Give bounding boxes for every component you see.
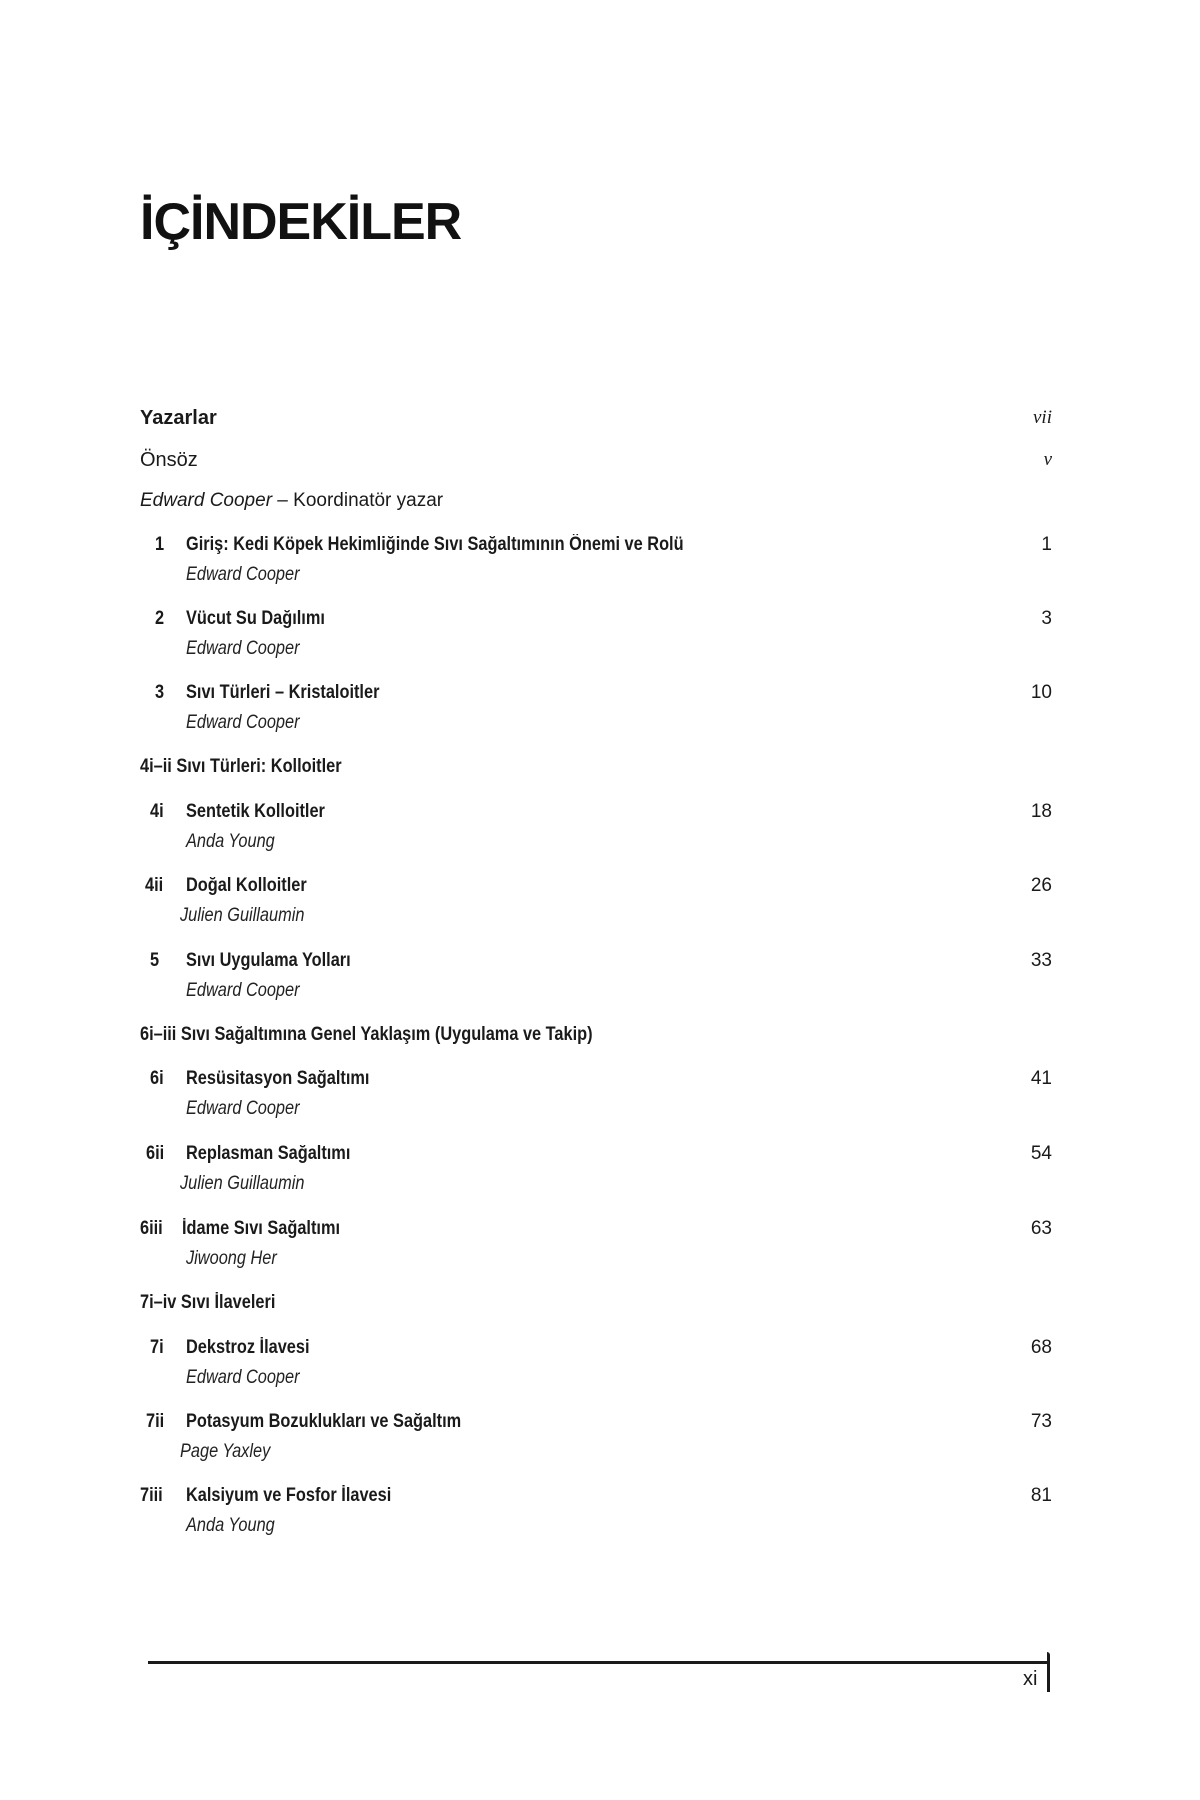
chapter-author: Jiwoong Her (186, 1248, 277, 1269)
toc-page: v (1043, 449, 1052, 470)
chapter-page: 18 (1030, 801, 1052, 822)
chapter-title: Sıvı Uygulama Yolları (186, 950, 351, 971)
chapter-number: 6iii (140, 1218, 163, 1239)
toc-entry[interactable] (0, 531, 1200, 589)
chapter-number: 1 (155, 534, 165, 555)
toc-label: Yazarlar (140, 407, 217, 429)
chapter-author: Anda Young (186, 831, 275, 852)
chapter-number: 6i (150, 1068, 164, 1089)
toc-entry[interactable] (0, 1215, 1200, 1273)
toc-entry[interactable] (0, 1408, 1200, 1466)
toc-entry[interactable] (0, 1065, 1200, 1123)
footer-rule (148, 1661, 1050, 1664)
chapter-author: Anda Young (186, 1515, 275, 1536)
chapter-page: 1 (1041, 534, 1052, 555)
toc-entry[interactable] (0, 1140, 1200, 1198)
toc-row-coordinator (0, 487, 1200, 515)
chapter-page: 41 (1030, 1068, 1052, 1089)
toc-entry[interactable] (0, 947, 1200, 1005)
toc-section-heading[interactable]: 6i–iii Sıvı Sağaltımına Genel Yaklaşım (Uygulama ve Takip) (140, 1024, 593, 1045)
page-number: xi (1023, 1668, 1038, 1690)
chapter-number: 3 (155, 682, 165, 703)
toc-entry[interactable] (0, 605, 1200, 663)
chapter-author: Edward Cooper (186, 564, 300, 585)
toc-entry[interactable] (0, 1334, 1200, 1392)
chapter-title: Dekstroz İlavesi (186, 1337, 310, 1358)
chapter-title: Doğal Kolloitler (186, 875, 307, 896)
chapter-author: Edward Cooper (186, 712, 300, 733)
toc-page: vii (1033, 407, 1052, 428)
toc-entry[interactable] (0, 872, 1200, 930)
chapter-number: 7i (150, 1337, 164, 1358)
chapter-number: 7iii (140, 1485, 163, 1506)
chapter-page: 10 (1030, 682, 1052, 703)
coordinator-role: – Koordinatör yazar (272, 490, 444, 511)
chapter-title: Kalsiyum ve Fosfor İlavesi (186, 1485, 392, 1506)
chapter-page: 33 (1030, 950, 1052, 971)
chapter-number: 4ii (145, 875, 164, 896)
chapter-title: Sıvı Türleri – Kristaloitler (186, 682, 380, 703)
footer-tick (1047, 1652, 1050, 1692)
chapter-title: Sentetik Kolloitler (186, 801, 325, 822)
chapter-page: 68 (1030, 1337, 1052, 1358)
chapter-author: Edward Cooper (186, 638, 300, 659)
chapter-number: 6ii (146, 1143, 165, 1164)
chapter-author: Julien Guillaumin (180, 905, 305, 926)
toc-entry[interactable] (0, 1482, 1200, 1540)
chapter-author: Edward Cooper (186, 1098, 300, 1119)
chapter-author: Edward Cooper (186, 1367, 300, 1388)
toc-row-onsoz[interactable] (0, 446, 1200, 474)
chapter-title: İdame Sıvı Sağaltımı (182, 1218, 341, 1239)
chapter-author: Page Yaxley (180, 1441, 271, 1462)
chapter-page: 54 (1030, 1143, 1052, 1164)
chapter-page: 3 (1041, 608, 1052, 629)
chapter-author: Edward Cooper (186, 980, 300, 1001)
chapter-title: Replasman Sağaltımı (186, 1143, 351, 1164)
toc-section-heading[interactable]: 4i–ii Sıvı Türleri: Kolloitler (140, 756, 342, 777)
page-title: İÇİNDEKİLER (140, 193, 462, 251)
toc-section-heading[interactable]: 7i–iv Sıvı İlaveleri (140, 1292, 276, 1313)
chapter-page: 81 (1030, 1485, 1052, 1506)
toc-entry[interactable] (0, 679, 1200, 737)
chapter-title: Resüsitasyon Sağaltımı (186, 1068, 370, 1089)
toc-label: Önsöz (140, 449, 198, 471)
chapter-author: Julien Guillaumin (180, 1173, 305, 1194)
chapter-page: 63 (1030, 1218, 1052, 1239)
toc-row-yazarlar[interactable] (0, 404, 1200, 432)
chapter-title: Potasyum Bozuklukları ve Sağaltım (186, 1411, 462, 1432)
chapter-number: 7ii (146, 1411, 165, 1432)
coordinator-line (140, 487, 443, 515)
chapter-number: 2 (155, 608, 165, 629)
chapter-title: Vücut Su Dağılımı (186, 608, 325, 629)
chapter-page: 26 (1030, 875, 1052, 896)
toc-entry[interactable] (0, 798, 1200, 856)
chapter-title: Giriş: Kedi Köpek Hekimliğinde Sıvı Sağaltımının Önemi ve Rolü (186, 534, 684, 555)
chapter-number: 4i (150, 801, 164, 822)
chapter-page: 73 (1030, 1411, 1052, 1432)
chapter-number: 5 (150, 950, 160, 971)
coordinator-author: Edward Cooper (140, 490, 273, 511)
